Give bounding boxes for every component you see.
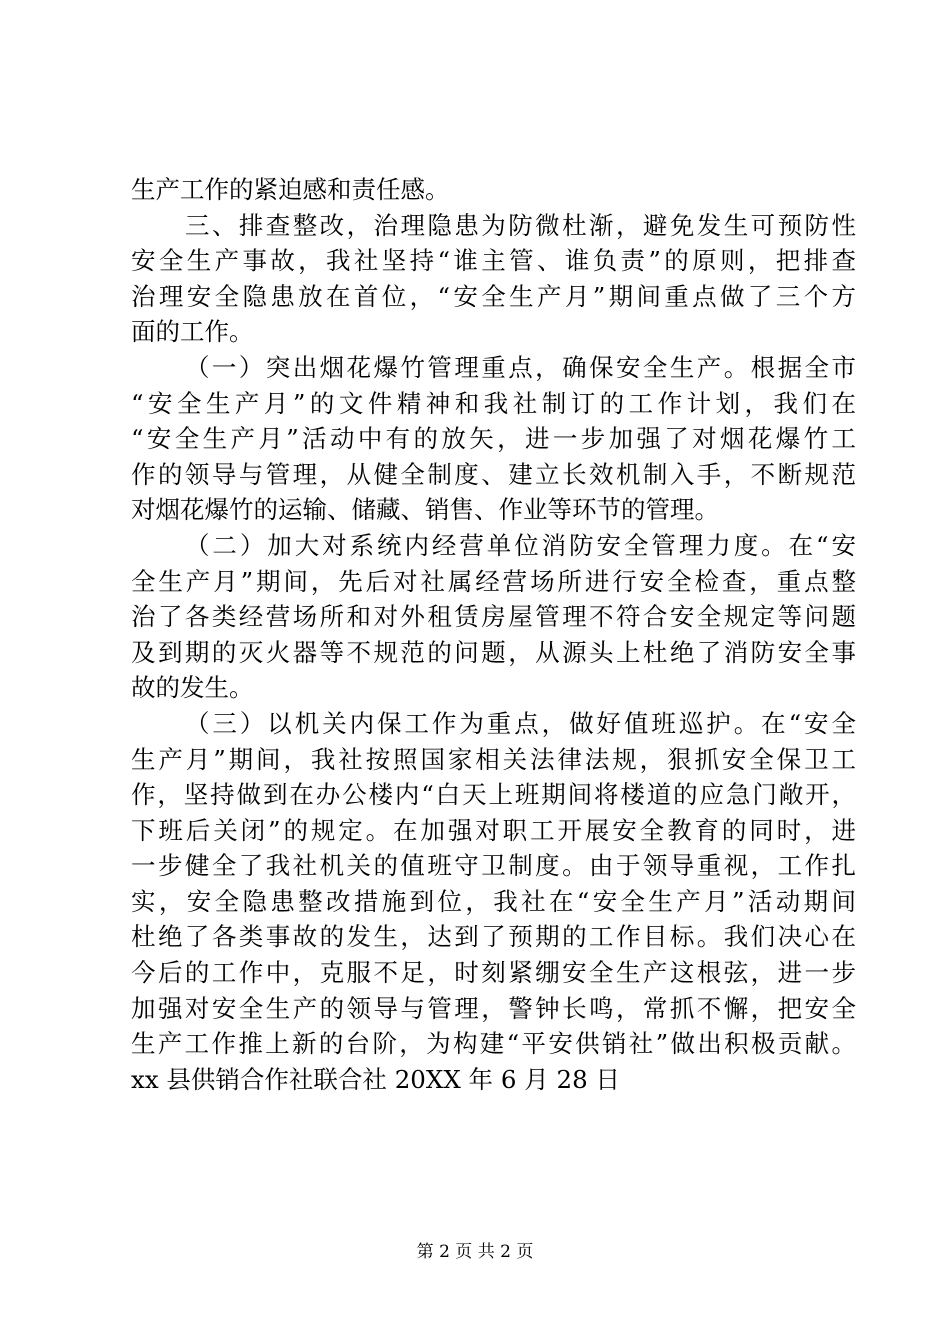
text-line: xx 县供销合作社联合社 20XX 年 6 月 28 日 xyxy=(131,1064,620,1094)
text-line: （一）突出烟花爆竹管理重点，确保安全生产。根据全市 xyxy=(185,352,856,382)
text-line: 及到期的灭火器等不规范的问题，从源头上杜绝了消防安全事 xyxy=(131,637,856,667)
text-line: （二）加大对系统内经营单位消防安全管理力度。在“安 xyxy=(185,530,856,560)
text-line: 作的领导与管理，从健全制度、建立长效机制入手，不断规范 xyxy=(131,459,856,489)
text-line: 对烟花爆竹的运输、储藏、销售、作业等环节的管理。 xyxy=(131,495,719,525)
text-line: 三、排查整改，治理隐患为防微杜渐，避免发生可预防性 xyxy=(185,210,856,240)
text-line: 一步健全了我社机关的值班守卫制度。由于领导重视，工作扎 xyxy=(131,851,856,881)
text-line: 治了各类经营场所和对外租赁房屋管理不符合安全规定等问题 xyxy=(131,602,856,632)
text-line: 面的工作。 xyxy=(131,317,254,347)
text-line: 全生产月”期间，先后对社属经营场所进行安全检查，重点整 xyxy=(131,566,856,596)
text-line: 杜绝了各类事故的发生，达到了预期的工作目标。我们决心在 xyxy=(131,922,856,952)
text-line: 生产月”期间，我社按照国家相关法律法规，狠抓安全保卫工 xyxy=(131,744,856,774)
text-line: 故的发生。 xyxy=(131,673,254,703)
text-line: （三）以机关内保工作为重点，做好值班巡护。在“安全 xyxy=(185,708,856,738)
text-line: 安全生产事故，我社坚持“谁主管、谁负责”的原则，把排查 xyxy=(131,246,856,276)
text-line: 实，安全隐患整改措施到位，我社在“安全生产月”活动期间 xyxy=(131,886,856,916)
text-line: 下班后关闭”的规定。在加强对职工开展安全教育的同时，进 xyxy=(131,815,856,845)
text-line: 今后的工作中，克服不足，时刻紧绷安全生产这根弦，进一步 xyxy=(131,958,856,988)
document-body xyxy=(131,172,856,1097)
text-line: 生产工作的紧迫感和责任感。 xyxy=(131,175,450,204)
page-footer xyxy=(0,1240,950,1264)
text-line: 作，坚持做到在办公楼内“白天上班期间将楼道的应急门敞开， xyxy=(131,780,856,810)
text-line: 加强对安全生产的领导与管理，警钟长鸣，常抓不懈，把安全 xyxy=(131,993,856,1023)
text-line: 生产工作推上新的台阶，为构建“平安供销社”做出积极贡献。 xyxy=(131,1029,856,1059)
text-line: “安全生产月”的文件精神和我社制订的工作计划，我们在 xyxy=(131,388,856,418)
page-number-label: 第 2 页 共 2 页 xyxy=(416,1242,534,1262)
text-line: 治理安全隐患放在首位，“安全生产月”期间重点做了三个方 xyxy=(131,281,856,311)
text-line: “安全生产月”活动中有的放矢，进一步加强了对烟花爆竹工 xyxy=(131,424,856,454)
